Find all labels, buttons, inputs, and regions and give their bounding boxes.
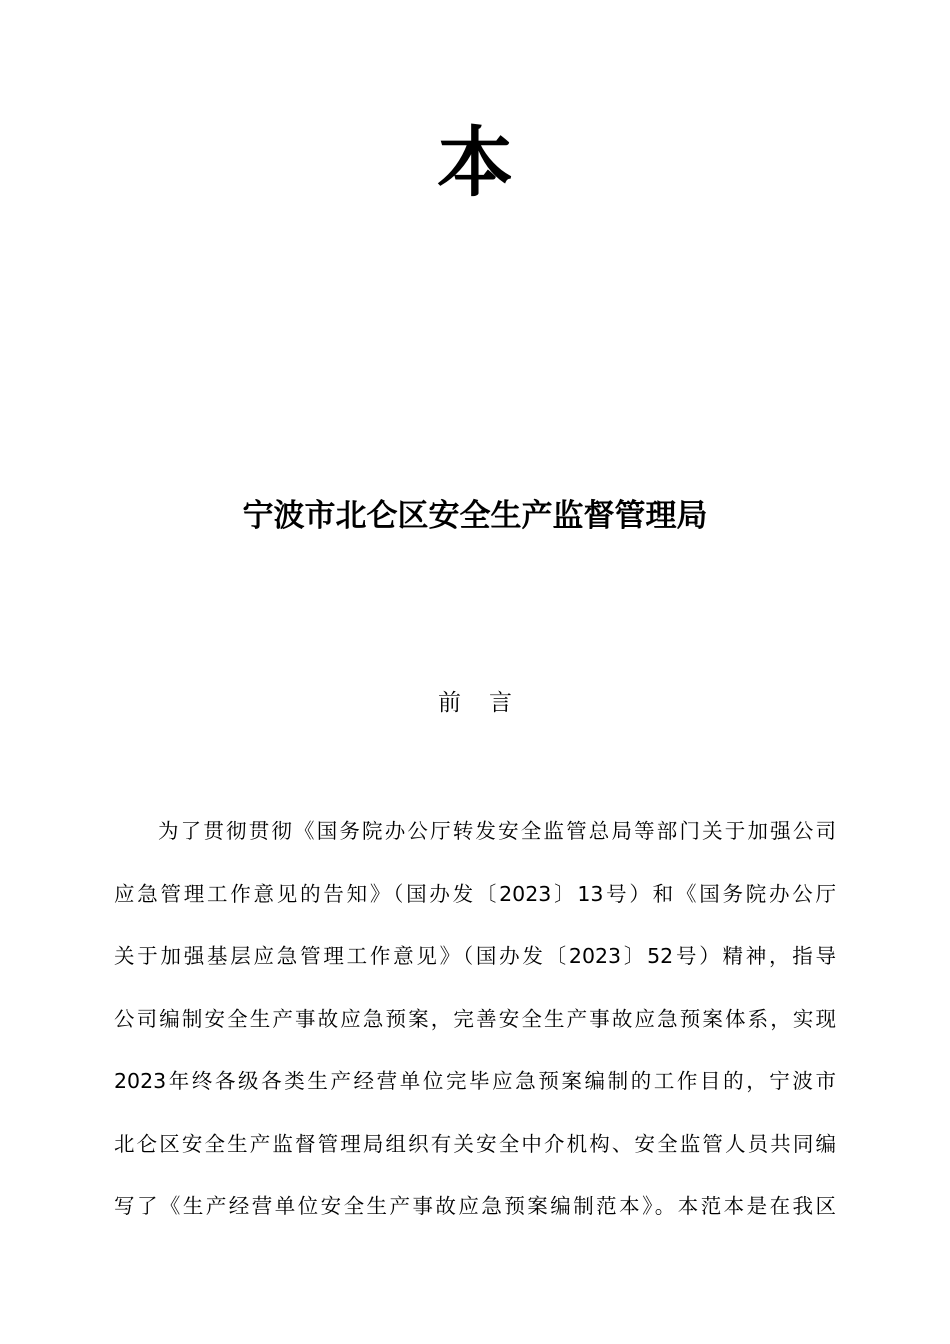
paragraph-line: 写了《生产经营单位安全生产事故应急预案编制范本》。本范本是在我区	[114, 1194, 836, 1218]
paragraph-line: 应急管理工作意见的告知》（国办发〔2023〕13号）和《国务院办公厅	[114, 881, 836, 906]
paragraph-line: 2023年终各级各类生产经营单位完毕应急预案编制的工作目的，宁波市	[114, 1069, 836, 1093]
preface-paragraph	[114, 800, 836, 1238]
preface-heading: 前言	[438, 690, 540, 716]
title-fragment: 本	[437, 118, 513, 207]
paragraph-line: 公司编制安全生产事故应急预案，完善安全生产事故应急预案体系，实现	[114, 1006, 836, 1031]
paragraph-line: 为了贯彻贯彻《国务院办公厅转发安全监管总局等部门关于加强公司	[158, 819, 836, 843]
paragraph-line: 关于加强基层应急管理工作意见》（国办发〔2023〕52号）精神，指导	[114, 944, 836, 968]
paragraph-line: 北仑区安全生产监督管理局组织有关安全中介机构、安全监管人员共同编	[114, 1131, 836, 1156]
organization-title: 宁波市北仑区安全生产监督管理局	[242, 498, 708, 534]
